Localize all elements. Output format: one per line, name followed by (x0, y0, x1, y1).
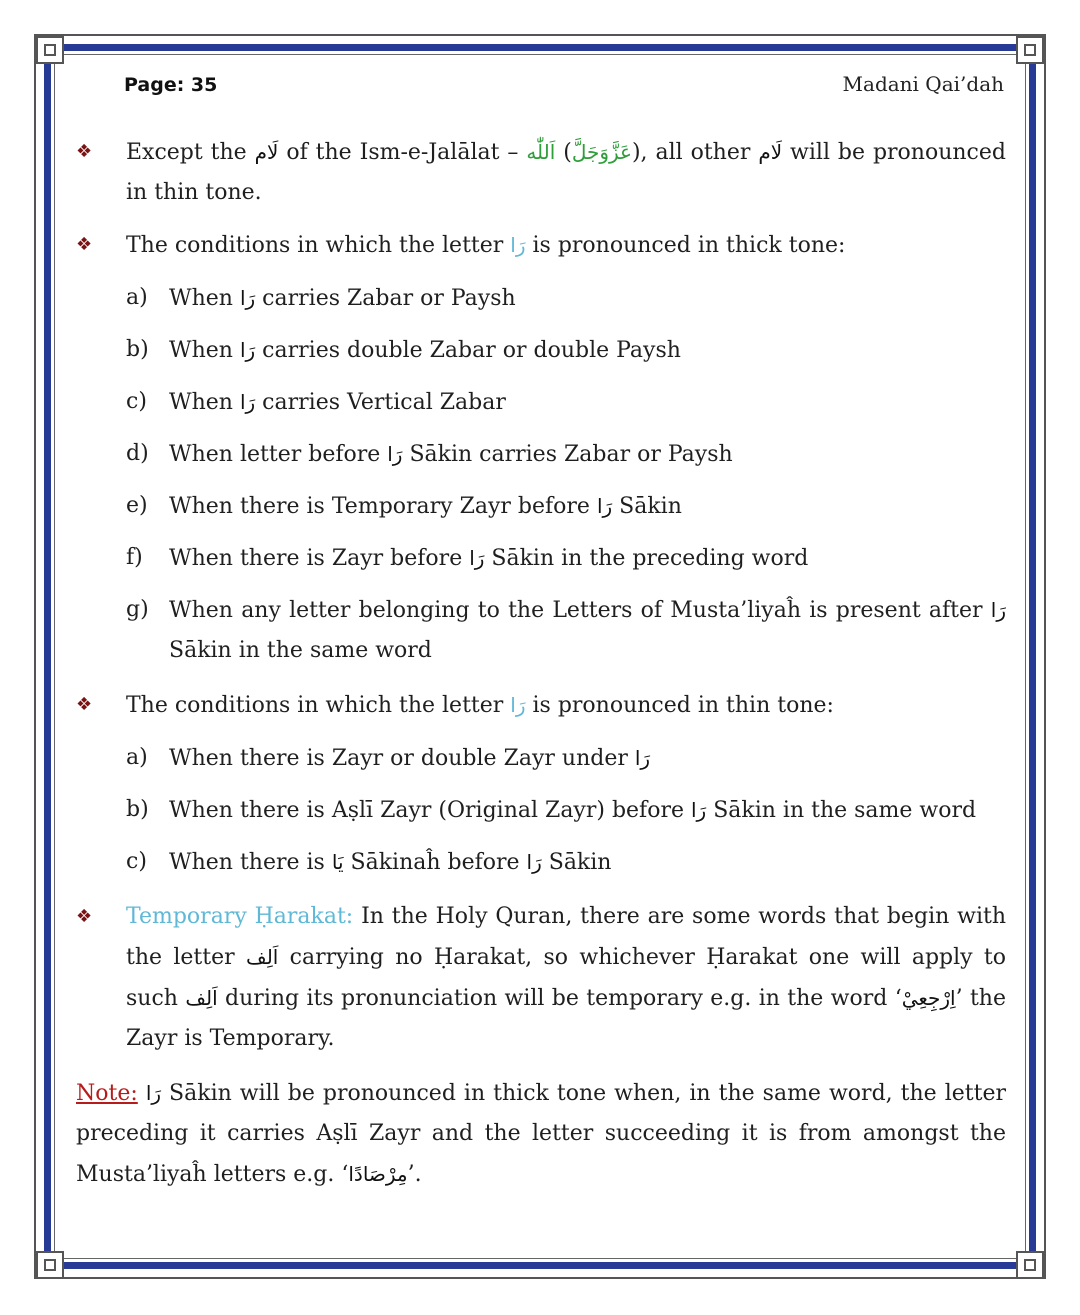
list-item (76, 330, 1006, 371)
arabic-ra: رَا (526, 850, 542, 874)
text: Except the (126, 140, 255, 165)
arabic-alif: اَلِف (185, 986, 218, 1010)
note-label: Note: (76, 1081, 138, 1106)
arabic-mirsada: مِرْصَادًا (348, 1162, 408, 1186)
arabic-ra: رَا (387, 442, 403, 466)
list-item (76, 434, 1006, 475)
text: carrying no Ḥarakat, so whichever Ḥarakat one will apply to such (126, 945, 1006, 1011)
text: Sākin (541, 850, 612, 875)
bullet-thin-conditions (76, 685, 1006, 726)
text: is pronounced in thick tone: (525, 233, 846, 258)
page-content (76, 132, 1006, 1195)
text: Sākin (612, 494, 682, 519)
arabic-azza-wajal: عَزَّوَجَلَّ (571, 140, 632, 164)
text: ’ the Zayr is Temporary. (126, 986, 1006, 1051)
item-letter: c) (126, 389, 147, 414)
text: Sākin will be pronounced in thick tone when, in the same word, the letter preceding it carries Aṣlī Zayr and the letter succeeding it is from amongst the Musta’liyaĥ letters e.g. ‘ (76, 1081, 1006, 1187)
text: during its pronunciation will be temporary e.g. in the word ‘ (217, 986, 902, 1011)
arabic-ra: رَا (239, 390, 256, 414)
text: carries Vertical Zabar (255, 390, 506, 415)
list-item (76, 278, 1006, 319)
frame-corner-ornament (36, 1251, 64, 1279)
text: When there is Zayr before (169, 546, 470, 571)
text: When any letter belonging to the Letters of Musta’liyaĥ is present after (169, 598, 991, 623)
arabic-ra: رَا (510, 693, 526, 717)
arabic-ra: رَا (145, 1081, 162, 1105)
text: When (169, 390, 240, 415)
text: will be pronounced in thin tone. (126, 140, 1006, 205)
arabic-irjiee: اِرْجِعِيْ (901, 986, 956, 1010)
bullet-lam-rule (76, 132, 1006, 213)
text: When there is Aṣlī Zayr (Original Zayr) before (169, 798, 691, 823)
list-item (76, 538, 1006, 579)
arabic-ra: رَا (239, 286, 256, 310)
list-item (76, 486, 1006, 527)
text: When letter before (169, 442, 388, 467)
text: ), all other (631, 140, 759, 165)
bullet-temporary-harakat (76, 897, 1006, 1059)
arabic-lam: لَام (254, 140, 279, 164)
text: ( (555, 140, 572, 165)
list-item (76, 738, 1006, 779)
text: Sākin in the preceding word (484, 546, 809, 571)
arabic-ra: رَا (990, 598, 1006, 622)
text: Sākin in the same word (706, 798, 977, 823)
page-number: Page: 35 (124, 74, 218, 96)
item-letter: b) (126, 337, 149, 362)
diamond-cluster-icon: ❖ (76, 234, 93, 255)
bullet-thick-conditions (76, 225, 1006, 266)
text: When (169, 286, 240, 311)
arabic-ra: رَا (634, 746, 651, 770)
text: Sākinaĥ before (343, 850, 527, 875)
thick-conditions-list (76, 278, 1006, 671)
text: carries double Zabar or double Paysh (255, 338, 681, 363)
arabic-ra: رَا (690, 798, 707, 822)
note-paragraph (76, 1073, 1006, 1195)
frame-corner-ornament (1016, 36, 1044, 64)
list-item (76, 790, 1006, 831)
item-letter: g) (126, 597, 149, 622)
item-letter: a) (126, 285, 148, 310)
list-item (76, 590, 1006, 671)
text: When there is (169, 850, 332, 875)
text: Sākin in the same word (169, 638, 432, 663)
arabic-lam: لَام (758, 140, 783, 164)
text: of the Ism-e-Jalālat – (278, 140, 527, 165)
item-letter: b) (126, 797, 149, 822)
text: ’. (407, 1162, 422, 1187)
item-letter: c) (126, 849, 147, 874)
arabic-ra: رَا (239, 338, 256, 362)
frame-corner-ornament (36, 36, 64, 64)
diamond-cluster-icon: ❖ (76, 694, 93, 715)
text: carries Zabar or Paysh (255, 286, 516, 311)
diamond-cluster-icon: ❖ (76, 141, 93, 162)
arabic-ra: رَا (510, 233, 526, 257)
text (138, 1081, 146, 1106)
text: When (169, 338, 240, 363)
text: When there is Temporary Zayr before (169, 494, 597, 519)
text: Sākin carries Zabar or Paysh (402, 442, 733, 467)
text: The conditions in which the letter (126, 693, 511, 718)
book-title: Madani Qai’dah (842, 72, 1004, 96)
item-letter: f) (126, 545, 143, 570)
thin-conditions-list (76, 738, 1006, 883)
item-letter: a) (126, 745, 148, 770)
arabic-ra: رَا (469, 546, 485, 570)
arabic-alif: اَلِف (245, 945, 279, 969)
frame-corner-ornament (1016, 1251, 1044, 1279)
item-letter: d) (126, 441, 149, 466)
term-temporary-harakat: Temporary Ḥarakat: (126, 904, 354, 929)
text: When there is Zayr or double Zayr under (169, 746, 635, 771)
diamond-cluster-icon: ❖ (76, 906, 93, 927)
text: The conditions in which the letter (126, 233, 511, 258)
text: In the Holy Quran, there are some words that begin with the letter (126, 904, 1007, 970)
text: is pronounced in thin tone: (525, 693, 834, 718)
item-letter: e) (126, 493, 148, 518)
list-item (76, 842, 1006, 883)
list-item (76, 382, 1006, 423)
arabic-ya: يَا (331, 850, 344, 874)
arabic-allah: اَللّٰه (526, 140, 556, 164)
arabic-ra: رَا (596, 494, 613, 518)
